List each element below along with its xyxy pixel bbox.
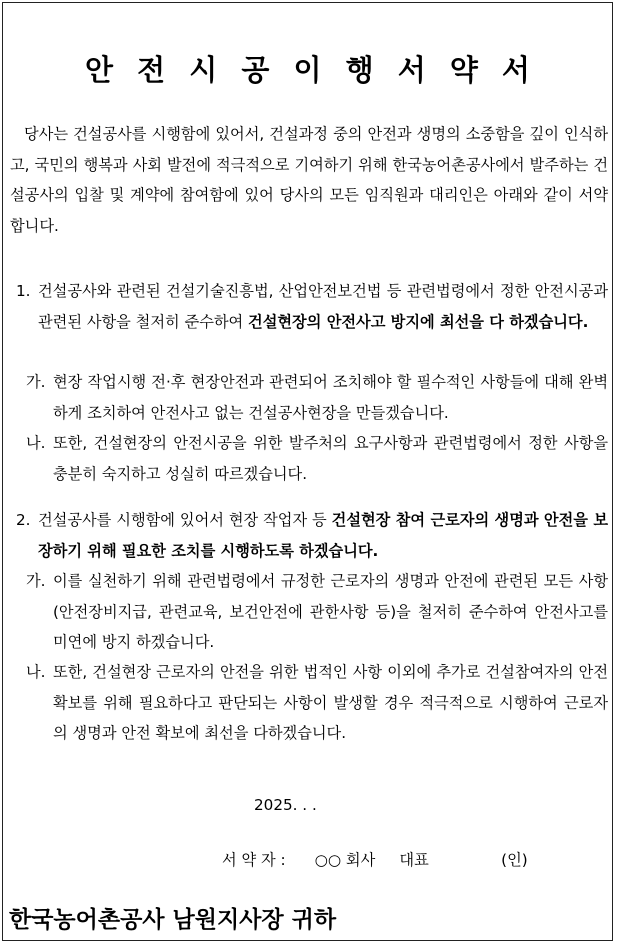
pledge-subitem-2-na bbox=[26, 657, 608, 749]
subitem-text: 현장 작업시행 전·후 현장안전과 관련되어 조치해야 할 필수적인 사항들에 대해 완벽하게 조치하여 안전사고 없는 건설공사현장을 만들겠습니다. bbox=[53, 373, 608, 422]
subitem-text: 이를 실천하기 위해 관련법령에서 규정한 근로자의 생명과 안전에 관련된 모든 사항(안전장비지급, 관련교육, 보건안전에 관한사항 등)을 철저히 준수하여 안전사고를 미연에 방지 하겠습니다. bbox=[53, 572, 608, 651]
pledge-item-1 bbox=[16, 276, 608, 337]
subitem-number: 나. bbox=[26, 434, 46, 452]
signer-line: 서 약 자 : ○○ 회사 대표 (인) bbox=[222, 851, 528, 869]
subitem-number: 나. bbox=[26, 663, 46, 681]
pledge-subitem-1-ga bbox=[26, 367, 608, 428]
pledge-subitem-2-ga bbox=[26, 566, 608, 658]
subitem-number: 가. bbox=[26, 373, 46, 391]
pledge-subitem-1-na bbox=[26, 428, 608, 489]
pledge-emphasis: 건설현장 참여 근로자의 생명과 안전을 보장하기 위해 필요한 조치를 시행하도록 하겠습니다. bbox=[38, 511, 608, 560]
pledge-item-text: 건설공사를 시행함에 있어서 현장 작업자 등 건설현장 참여 근로자의 생명과 안전을 보장하기 위해 필요한 조치를 시행하도록 하겠습니다. bbox=[38, 511, 608, 560]
recipient-line: 한국농어촌공사 남원지사장 귀하 bbox=[9, 907, 337, 933]
pledge-date: 2025. . . bbox=[254, 796, 317, 814]
pledge-item-number: 2. bbox=[16, 511, 31, 529]
subitem-text: 또한, 건설현장의 안전시공을 위한 발주처의 요구사항과 관련법령에서 정한 사항을 충분히 숙지하고 성실히 따르겠습니다. bbox=[53, 434, 608, 483]
subitem-number: 가. bbox=[26, 572, 46, 590]
intro-paragraph: 당사는 건설공사를 시행함에 있어서, 건설과정 중의 안전과 생명의 소중함을 깊이 인식하고, 국민의 행복과 사회 발전에 적극적으로 기여하기 위해 한국농어촌공사에서 발주하는 건설공사의 입찰 및 계약에 참여함에 있어 당사의 모든 임직원과 대리인은 아래와 같이 서약 합니다. bbox=[10, 125, 608, 235]
document-title: 안 전 시 공 이 행 서 약 서 bbox=[85, 53, 532, 87]
subitem-text: 또한, 건설현장 근로자의 안전을 위한 법적인 사항 이외에 추가로 건설참여자의 안전 확보를 위해 필요하다고 판단되는 사항이 발생할 경우 적극적으로 시행하여 근로자의 생명과 안전 확보에 최선을 다하겠습니다. bbox=[53, 663, 608, 742]
pledge-item-2 bbox=[16, 505, 608, 566]
pledge-emphasis: 건설현장의 안전사고 방지에 최선을 다 하겠습니다. bbox=[248, 312, 589, 331]
pledge-item-number: 1. bbox=[16, 282, 31, 300]
pledge-item-text: 건설공사와 관련된 건설기술진흥법, 산업안전보건법 등 관련법령에서 정한 안전시공과 관련된 사항을 철저히 준수하여 건설현장의 안전사고 방지에 최선을 다 하겠습니다. bbox=[38, 282, 608, 331]
